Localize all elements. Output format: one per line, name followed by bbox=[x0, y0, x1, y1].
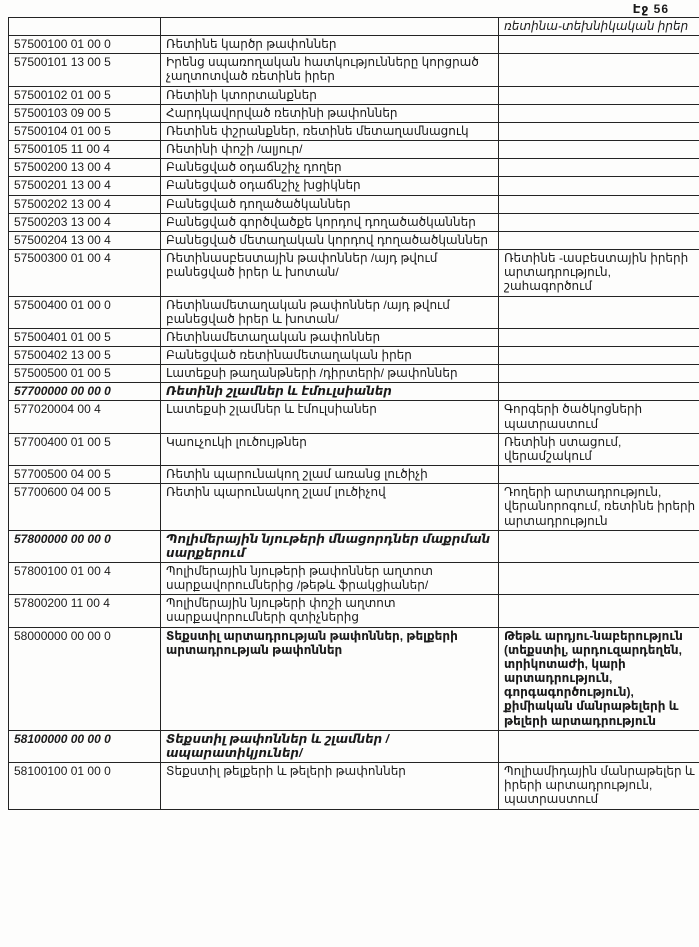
desc-cell: Լատեքսի շլամներ և էմուլսիաներ bbox=[161, 401, 499, 433]
desc-cell: Ռետինամետաղական թափոններ /այդ թվում բանեցված իրեր և խոտան/ bbox=[161, 296, 499, 328]
table-row bbox=[9, 213, 699, 231]
desc-cell: Պոլիմերային նյութերի թափոններ աղտոտ սարքավորումներից /թեթև ֆրակցիաներ/ bbox=[161, 563, 499, 595]
table-row bbox=[9, 296, 699, 328]
table-row bbox=[9, 433, 699, 465]
table-row bbox=[9, 18, 699, 36]
code-cell: 57500202 13 00 4 bbox=[9, 195, 161, 213]
note-cell bbox=[499, 595, 699, 627]
note-cell bbox=[499, 177, 699, 195]
note-cell bbox=[499, 730, 699, 762]
table-row bbox=[9, 365, 699, 383]
desc-cell: Հարդկավորված ռետինի թափոններ bbox=[161, 104, 499, 122]
note-cell bbox=[499, 328, 699, 346]
table-row bbox=[9, 401, 699, 433]
code-cell: 57500103 09 00 5 bbox=[9, 104, 161, 122]
desc-cell: Ռետինասբեստային թափոններ /այդ թվում բանեցված իրեր և խոտան/ bbox=[161, 250, 499, 296]
note-cell bbox=[499, 159, 699, 177]
note-cell: Թեթև արդյու-նաբերություն (տեքստիլ, արդուզարդեղեն, տրիկոտաժի, կարի արտադրություն, գորգագործություն), քիմիական մանրաթելերի և թելերի արտադրություն bbox=[499, 627, 699, 730]
code-cell: 58100000 00 00 0 bbox=[9, 730, 161, 762]
table-row bbox=[9, 530, 699, 562]
note-cell bbox=[499, 195, 699, 213]
code-cell: 58100100 01 00 0 bbox=[9, 763, 161, 809]
table-row bbox=[9, 763, 699, 809]
code-cell: 57500201 13 00 4 bbox=[9, 177, 161, 195]
table-row bbox=[9, 177, 699, 195]
note-cell bbox=[499, 563, 699, 595]
table-row bbox=[9, 466, 699, 484]
code-cell: 57500101 13 00 5 bbox=[9, 54, 161, 86]
code-cell: 57500400 01 00 0 bbox=[9, 296, 161, 328]
note-cell: Գորգերի ծածկոցների պատրաստում bbox=[499, 401, 699, 433]
note-cell: ռետինա-տեխնիկական իրեր bbox=[499, 18, 699, 36]
code-cell: 57500204 13 00 4 bbox=[9, 231, 161, 249]
desc-cell: Բանեցված օդաճնշիչ դողեր bbox=[161, 159, 499, 177]
note-cell bbox=[499, 104, 699, 122]
desc-cell: Ռետին պարունակող շլամ լուծիչով bbox=[161, 484, 499, 530]
note-cell bbox=[499, 141, 699, 159]
code-cell: 57500203 13 00 4 bbox=[9, 213, 161, 231]
table-row bbox=[9, 627, 699, 730]
code-cell: 57800100 01 00 4 bbox=[9, 563, 161, 595]
table-row bbox=[9, 86, 699, 104]
table-body bbox=[9, 18, 699, 810]
table-row bbox=[9, 595, 699, 627]
note-cell bbox=[499, 54, 699, 86]
desc-cell: Ռետինի կտորտանքներ bbox=[161, 86, 499, 104]
desc-cell: Ռետինի փոշի /ալյուր/ bbox=[161, 141, 499, 159]
desc-cell: Ռետինի շլամներ և էմուլսիաներ bbox=[161, 383, 499, 401]
table-row bbox=[9, 122, 699, 140]
table-row bbox=[9, 36, 699, 54]
code-cell: 57500200 13 00 4 bbox=[9, 159, 161, 177]
table-row bbox=[9, 328, 699, 346]
note-cell bbox=[499, 466, 699, 484]
table-row bbox=[9, 383, 699, 401]
desc-cell bbox=[161, 18, 499, 36]
code-cell: 57700600 04 00 5 bbox=[9, 484, 161, 530]
note-cell bbox=[499, 86, 699, 104]
code-cell: 58000000 00 00 0 bbox=[9, 627, 161, 730]
code-cell bbox=[9, 18, 161, 36]
code-cell: 57500100 01 00 0 bbox=[9, 36, 161, 54]
table-row bbox=[9, 159, 699, 177]
table-row bbox=[9, 484, 699, 530]
note-cell bbox=[499, 122, 699, 140]
code-cell: 57700000 00 00 0 bbox=[9, 383, 161, 401]
code-cell: 57500104 01 00 5 bbox=[9, 122, 161, 140]
table-row bbox=[9, 195, 699, 213]
code-cell: 57500102 01 00 5 bbox=[9, 86, 161, 104]
note-cell: Ռետինի ստացում, վերամշակում bbox=[499, 433, 699, 465]
note-cell: Պոլիամիդային մանրաթելեր և իրերի արտադրություն, պատրաստում bbox=[499, 763, 699, 809]
desc-cell: Լատեքսի թաղանթների /դիրտերի/ թափոններ bbox=[161, 365, 499, 383]
note-cell bbox=[499, 36, 699, 54]
desc-cell: Ռետինամետաղական թափոններ bbox=[161, 328, 499, 346]
desc-cell: Տեքստիլ թելքերի և թելերի թափոններ bbox=[161, 763, 499, 809]
table-row bbox=[9, 563, 699, 595]
desc-cell: Պոլիմերային նյութերի փոշի աղտոտ սարքավորումների զտիչներից bbox=[161, 595, 499, 627]
note-cell bbox=[499, 365, 699, 383]
desc-cell: Տեքստիլ արտադրության թափոններ, թելքերի արտադրության թափոններ bbox=[161, 627, 499, 730]
code-cell: 57500500 01 00 5 bbox=[9, 365, 161, 383]
desc-cell: Բանեցված ռետինամետաղական իրեր bbox=[161, 346, 499, 364]
desc-cell: Ռետինե փշրանքներ, ռետինե մետաղամնացուկ bbox=[161, 122, 499, 140]
desc-cell: Բանեցված գործվածքե կորդով դողածածկաններ bbox=[161, 213, 499, 231]
note-cell bbox=[499, 530, 699, 562]
note-cell bbox=[499, 296, 699, 328]
note-cell bbox=[499, 383, 699, 401]
waste-classification-table bbox=[8, 17, 699, 810]
note-cell bbox=[499, 213, 699, 231]
code-cell: 57700500 04 00 5 bbox=[9, 466, 161, 484]
table-row bbox=[9, 730, 699, 762]
table-row bbox=[9, 250, 699, 296]
code-cell: 577020004 00 4 bbox=[9, 401, 161, 433]
code-cell: 57800200 11 00 4 bbox=[9, 595, 161, 627]
desc-cell: Բանեցված մետաղական կորդով դողածածկաններ bbox=[161, 231, 499, 249]
desc-cell: Բանեցված օդաճնշիչ խցիկներ bbox=[161, 177, 499, 195]
code-cell: 57500105 11 00 4 bbox=[9, 141, 161, 159]
page-number: Էջ 56 bbox=[632, 2, 669, 16]
desc-cell: Ռետինե կարծր թափոններ bbox=[161, 36, 499, 54]
note-cell: Դողերի արտադրություն, վերանորոգում, ռետինե իրերի արտադրություն bbox=[499, 484, 699, 530]
table-row bbox=[9, 231, 699, 249]
code-cell: 57500401 01 00 5 bbox=[9, 328, 161, 346]
desc-cell: Կաուչուկի լուծույթներ bbox=[161, 433, 499, 465]
table-row bbox=[9, 346, 699, 364]
table-row bbox=[9, 54, 699, 86]
code-cell: 57800000 00 00 0 bbox=[9, 530, 161, 562]
table-row bbox=[9, 104, 699, 122]
code-cell: 57500300 01 00 4 bbox=[9, 250, 161, 296]
code-cell: 57500402 13 00 5 bbox=[9, 346, 161, 364]
code-cell: 57700400 01 00 5 bbox=[9, 433, 161, 465]
table-row bbox=[9, 141, 699, 159]
desc-cell: Իրենց սպառողական հատկությունները կորցրած չաղտոտված ռետինե իրեր bbox=[161, 54, 499, 86]
desc-cell: Բանեցված դողածածկաններ bbox=[161, 195, 499, 213]
note-cell bbox=[499, 346, 699, 364]
note-cell bbox=[499, 231, 699, 249]
desc-cell: Տեքստիլ թափոններ և շլամներ /ապարատիկյուներ/ bbox=[161, 730, 499, 762]
desc-cell: Ռետին պարունակող շլամ առանց լուծիչի bbox=[161, 466, 499, 484]
note-cell: Ռետինե -ասբեստային իրերի արտադրություն, շահագործում bbox=[499, 250, 699, 296]
desc-cell: Պոլիմերային նյութերի մնացորդներ մաքրման սարքերում bbox=[161, 530, 499, 562]
